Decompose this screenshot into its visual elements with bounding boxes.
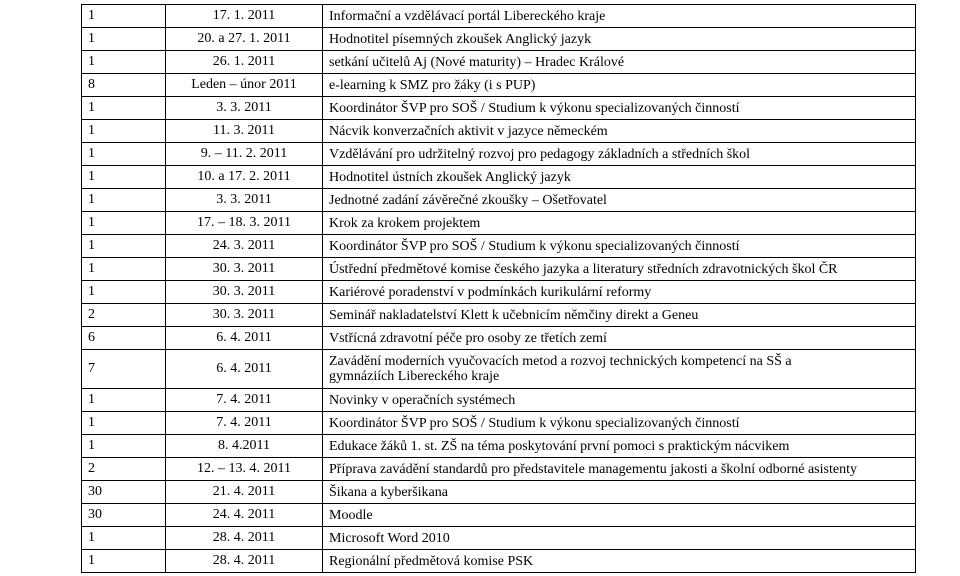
participant-count: 30 [82,481,166,504]
event-date: 24. 4. 2011 [166,504,323,527]
participant-count: 1 [82,389,166,412]
event-date: 30. 3. 2011 [166,258,323,281]
table-row [82,212,916,235]
event-date: 17. – 18. 3. 2011 [166,212,323,235]
event-title: setkání učitelů Aj (Nové maturity) – Hradec Králové [323,51,916,74]
table-row [82,412,916,435]
event-date: 12. – 13. 4. 2011 [166,458,323,481]
participant-count: 1 [82,527,166,550]
event-title: Šikana a kyberšikana [323,481,916,504]
table-row [82,504,916,527]
participant-count: 1 [82,120,166,143]
table-row [82,97,916,120]
event-title: Vstřícná zdravotní péče pro osoby ze třetích zemí [323,327,916,350]
table-row [82,481,916,504]
event-title: Koordinátor ŠVP pro SOŠ / Studium k výkonu specializovaných činností [323,97,916,120]
participant-count: 1 [82,166,166,189]
event-date: 11. 3. 2011 [166,120,323,143]
event-date: 3. 3. 2011 [166,189,323,212]
event-title: Informační a vzdělávací portál Libereckého kraje [323,5,916,28]
table-row [82,143,916,166]
event-title-line: gymnáziích Libereckého kraje [329,369,500,384]
event-date: 3. 3. 2011 [166,97,323,120]
table-row [82,327,916,350]
table-row [82,435,916,458]
event-title: Vzdělávání pro udržitelný rozvoj pro pedagogy základních a středních škol [323,143,916,166]
table-row [82,550,916,573]
table-row [82,258,916,281]
event-date: 28. 4. 2011 [166,550,323,573]
training-table-body [82,5,916,573]
event-title: Moodle [323,504,916,527]
event-date: 8. 4.2011 [166,435,323,458]
event-date: 10. a 17. 2. 2011 [166,166,323,189]
participant-count: 1 [82,28,166,51]
table-row [82,120,916,143]
event-title: Ústřední předmětové komise českého jazyka a literatury středních zdravotnických škol ČR [323,258,916,281]
table-row [82,389,916,412]
participant-count: 1 [82,212,166,235]
event-date: 30. 3. 2011 [166,304,323,327]
event-title: Hodnotitel ústních zkoušek Anglický jazyk [323,166,916,189]
event-title: e-learning k SMZ pro žáky (i s PUP) [323,74,916,97]
participant-count: 1 [82,51,166,74]
participant-count: 30 [82,504,166,527]
participant-count: 1 [82,435,166,458]
participant-count: 1 [82,143,166,166]
event-title: Hodnotitel písemných zkoušek Anglický jazyk [323,28,916,51]
event-date: 7. 4. 2011 [166,412,323,435]
event-date: 26. 1. 2011 [166,51,323,74]
event-title: Příprava zavádění standardů pro představitele managementu jakosti a školní odborné asistenty [323,458,916,481]
event-title: Novinky v operačních systémech [323,389,916,412]
participant-count: 1 [82,281,166,304]
event-date: 6. 4. 2011 [166,350,323,389]
table-row [82,235,916,258]
event-title: Krok za krokem projektem [323,212,916,235]
participant-count: 2 [82,304,166,327]
participant-count: 1 [82,550,166,573]
event-date: 20. a 27. 1. 2011 [166,28,323,51]
event-title-line: Zavádění moderních vyučovacích metod a rozvoj technických kompetencí na SŠ a [329,354,792,369]
event-title: Microsoft Word 2010 [323,527,916,550]
event-title: Seminář nakladatelství Klett k učebnicím němčiny direkt a Geneu [323,304,916,327]
event-title: Edukace žáků 1. st. ZŠ na téma poskytování první pomoci s praktickým nácvikem [323,435,916,458]
table-row [82,304,916,327]
event-date: 7. 4. 2011 [166,389,323,412]
table-row [82,5,916,28]
event-title: Koordinátor ŠVP pro SOŠ / Studium k výkonu specializovaných činností [323,235,916,258]
event-title [323,350,916,389]
participant-count: 1 [82,235,166,258]
table-row [82,166,916,189]
table-row [82,28,916,51]
table-row [82,189,916,212]
participant-count: 1 [82,5,166,28]
event-date: 17. 1. 2011 [166,5,323,28]
participant-count: 1 [82,412,166,435]
event-date: 28. 4. 2011 [166,527,323,550]
participant-count: 2 [82,458,166,481]
event-date: 9. – 11. 2. 2011 [166,143,323,166]
event-title: Jednotné zadání závěrečné zkoušky – Ošetřovatel [323,189,916,212]
participant-count: 1 [82,258,166,281]
participant-count: 6 [82,327,166,350]
training-table [81,4,916,573]
event-title: Koordinátor ŠVP pro SOŠ / Studium k výkonu specializovaných činností [323,412,916,435]
participant-count: 8 [82,74,166,97]
event-date: 6. 4. 2011 [166,327,323,350]
participant-count: 1 [82,189,166,212]
table-row [82,281,916,304]
event-title: Nácvik konverzačních aktivit v jazyce německém [323,120,916,143]
event-date: 21. 4. 2011 [166,481,323,504]
participant-count: 7 [82,350,166,389]
table-row [82,74,916,97]
table-row [82,458,916,481]
table-row [82,350,916,389]
table-row [82,527,916,550]
event-date: 24. 3. 2011 [166,235,323,258]
event-title: Kariérové poradenství v podmínkách kurikulární reformy [323,281,916,304]
participant-count: 1 [82,97,166,120]
event-date: 30. 3. 2011 [166,281,323,304]
table-row [82,51,916,74]
event-date: Leden – únor 2011 [166,74,323,97]
event-title: Regionální předmětová komise PSK [323,550,916,573]
